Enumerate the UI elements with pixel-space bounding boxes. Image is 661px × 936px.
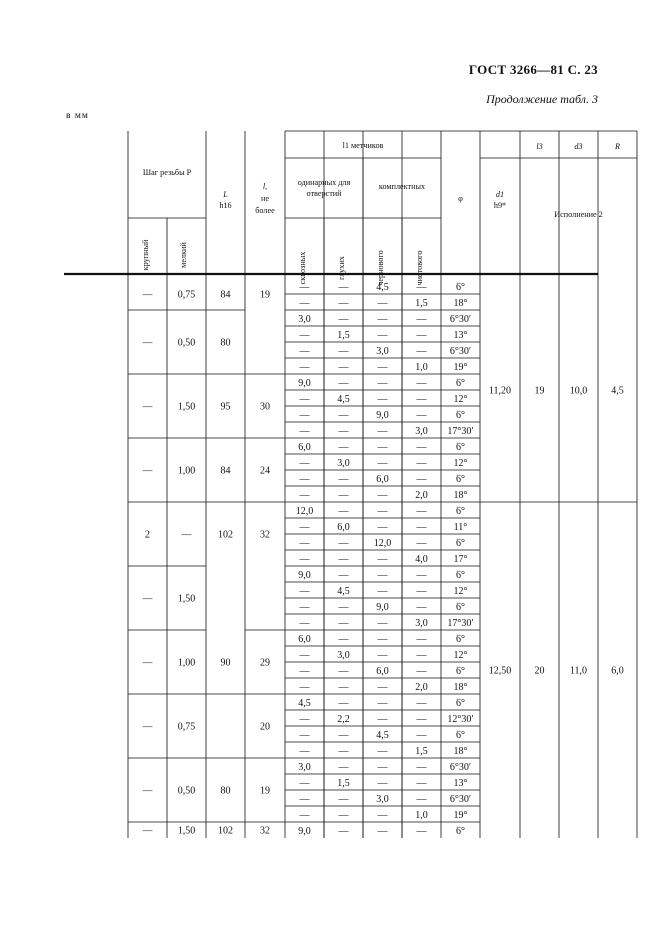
finish-value: —	[416, 410, 427, 421]
through-value: —	[299, 410, 310, 421]
phi-value: 6°30′	[449, 346, 472, 357]
finish-value: 4,0	[415, 554, 428, 565]
blind-value: —	[338, 410, 349, 421]
finish-value: —	[416, 730, 427, 741]
blind-value: —	[338, 378, 349, 389]
through-value: —	[299, 282, 310, 293]
coarse-pitch: —	[142, 593, 153, 605]
rough-value: 12,0	[373, 538, 392, 549]
rough-value: —	[377, 586, 388, 597]
rough-value: —	[377, 362, 388, 373]
rough-value: —	[377, 314, 388, 325]
blind-value: 1,5	[337, 330, 350, 341]
through-value: —	[299, 346, 310, 357]
fine-pitch: 1,00	[177, 465, 196, 477]
fine-pitch: 0,75	[177, 721, 196, 733]
finish-value: 1,0	[415, 362, 428, 373]
phi-value: 18°	[453, 490, 468, 501]
rough-value: —	[377, 570, 388, 581]
finish-value: —	[416, 458, 427, 469]
blind-value: —	[338, 618, 349, 629]
length-l: 24	[260, 465, 270, 477]
blind-value: —	[338, 634, 349, 645]
blind-value: 4,5	[337, 394, 350, 405]
rough-value: —	[377, 746, 388, 757]
R-value: 4,5	[611, 385, 624, 397]
finish-value: 3,0	[415, 426, 428, 437]
rough-value: —	[377, 762, 388, 773]
phi-value: 12°	[453, 650, 468, 661]
finish-value: 2,0	[415, 490, 428, 501]
single-header-1: одинарных для	[297, 178, 351, 187]
rough-value: —	[377, 506, 388, 517]
finish-value: —	[416, 778, 427, 789]
phi-value: 6°	[456, 730, 465, 741]
d3-value: 11,0	[569, 665, 588, 677]
rough-value: —	[377, 682, 388, 693]
blind-value: —	[338, 554, 349, 565]
coarse-pitch: —	[142, 289, 153, 301]
blind-value: 2,2	[337, 714, 350, 725]
fine-pitch: 1,50	[177, 825, 196, 837]
blind-value: —	[338, 426, 349, 437]
through-value: 6,0	[298, 634, 311, 645]
phi-value: 17°30′	[447, 426, 474, 437]
rough-value: —	[377, 826, 388, 837]
d1-header: d1	[495, 190, 505, 199]
through-value: —	[299, 650, 310, 661]
phi-value: 19°	[453, 362, 468, 373]
finish-value: —	[416, 650, 427, 661]
d1-value: 11,20	[488, 385, 512, 397]
phi-value: 6°	[456, 506, 465, 517]
l-note-2: более	[255, 206, 275, 215]
blind-value: —	[338, 538, 349, 549]
rough-value: 3,0	[376, 346, 389, 357]
through-value: —	[299, 330, 310, 341]
through-value: —	[299, 426, 310, 437]
fine-header: мелкий	[179, 242, 188, 268]
rough-value: 4,5	[376, 730, 389, 741]
rough-value: —	[377, 330, 388, 341]
blind-value: —	[338, 442, 349, 453]
length-l: 32	[260, 825, 270, 837]
rough-value: —	[377, 298, 388, 309]
finish-value: —	[416, 570, 427, 581]
length-L: 102	[218, 825, 233, 837]
finish-value: —	[416, 826, 427, 837]
L-tolerance-header: h16	[219, 201, 232, 210]
through-value: —	[299, 522, 310, 533]
coarse-pitch: —	[142, 465, 153, 477]
blind-value: —	[338, 490, 349, 501]
blind-value: —	[338, 506, 349, 517]
blind-value: —	[338, 682, 349, 693]
finish-value: —	[416, 586, 427, 597]
blind-value: —	[338, 666, 349, 677]
rough-value: —	[377, 378, 388, 389]
d3-value: 10,0	[569, 385, 588, 397]
through-value: 9,0	[298, 570, 311, 581]
coarse-pitch: —	[142, 785, 153, 797]
finish-value: —	[416, 442, 427, 453]
length-l: 19	[260, 289, 270, 301]
through-value: —	[299, 794, 310, 805]
blind-value: —	[338, 746, 349, 757]
phi-value: 12°30′	[447, 714, 474, 725]
phi-value: 6°	[456, 410, 465, 421]
through-value: —	[299, 666, 310, 677]
through-value: —	[299, 538, 310, 549]
blind-value: 6,0	[337, 522, 350, 533]
finish-value: 1,5	[415, 298, 428, 309]
fine-pitch: 1,50	[177, 593, 196, 605]
finish-value: —	[416, 474, 427, 485]
through-value: 3,0	[298, 314, 311, 325]
phi-value: 17°30′	[447, 618, 474, 629]
phi-value: 18°	[453, 298, 468, 309]
finish-value: 1,0	[415, 810, 428, 821]
rough-value: —	[377, 698, 388, 709]
rough-value: 9,0	[376, 602, 389, 613]
phi-value: 11°	[453, 522, 468, 533]
blind-value: —	[338, 570, 349, 581]
length-l: 29	[260, 657, 270, 669]
blind-value: —	[338, 810, 349, 821]
rough-value: —	[377, 778, 388, 789]
coarse-header: крупный	[141, 239, 150, 271]
phi-value: 6°	[456, 698, 465, 709]
fine-pitch: 0,75	[177, 289, 196, 301]
rough-value: —	[377, 426, 388, 437]
R-value: 6,0	[611, 665, 624, 677]
blind-value: —	[338, 794, 349, 805]
through-value: —	[299, 778, 310, 789]
phi-value: 13°	[453, 330, 468, 341]
through-value: 12,0	[295, 506, 314, 517]
fine-pitch: 0,50	[177, 785, 196, 797]
through-value: 4,5	[298, 698, 311, 709]
rough-value: —	[377, 522, 388, 533]
through-value: —	[299, 362, 310, 373]
l3-value: 20	[534, 665, 545, 677]
blind-value: —	[338, 730, 349, 741]
phi-value: 6°	[456, 378, 465, 389]
R-header: R	[614, 142, 621, 151]
blind-value: 4,5	[337, 586, 350, 597]
phi-value: 17°	[453, 554, 468, 565]
finish-value: —	[416, 602, 427, 613]
through-value: —	[299, 682, 310, 693]
through-value: —	[299, 586, 310, 597]
coarse-pitch: 2	[145, 529, 150, 541]
rough-value: —	[377, 458, 388, 469]
through-value: —	[299, 490, 310, 501]
phi-value: 6°	[456, 442, 465, 453]
blind-value: 3,0	[337, 458, 350, 469]
length-l: 19	[260, 785, 270, 797]
finish-value: —	[416, 698, 427, 709]
finish-header: чистового	[415, 250, 424, 286]
phi-value: 19°	[453, 810, 468, 821]
table-continuation-note: Продолжение табл. 3	[486, 92, 598, 106]
phi-value: 6°	[456, 570, 465, 581]
through-value: —	[299, 394, 310, 405]
length-l: 32	[260, 529, 270, 541]
through-value: —	[299, 474, 310, 485]
l-note-1: не	[260, 194, 270, 203]
blind-header: глухих	[337, 256, 346, 280]
phi-value: 6°30′	[449, 314, 472, 325]
phi-value: 12°	[453, 586, 468, 597]
through-value: 6,0	[298, 442, 311, 453]
blind-value: —	[338, 298, 349, 309]
length-L: 80	[220, 785, 231, 797]
through-value: 9,0	[298, 378, 311, 389]
through-value: —	[299, 730, 310, 741]
pitch-header: Шаг резьбы P	[142, 168, 192, 177]
rough-value: 4,5	[376, 282, 389, 293]
fine-pitch: 1,50	[177, 401, 196, 413]
through-value: 9,0	[298, 826, 311, 837]
d3-header: d3	[574, 142, 583, 151]
finish-value: —	[416, 794, 427, 805]
rough-value: 3,0	[376, 794, 389, 805]
L-header: L	[223, 190, 228, 199]
rough-value: —	[377, 810, 388, 821]
finish-value: —	[416, 634, 427, 645]
through-value: —	[299, 746, 310, 757]
rough-value: —	[377, 394, 388, 405]
rough-header: чернового	[376, 250, 385, 286]
through-header: сквозных	[298, 251, 307, 285]
finish-value: 3,0	[415, 618, 428, 629]
finish-value: 1,5	[415, 746, 428, 757]
finish-value: —	[416, 666, 427, 677]
blind-value: —	[338, 826, 349, 837]
rough-value: —	[377, 618, 388, 629]
through-value: —	[299, 554, 310, 565]
coarse-pitch: —	[142, 721, 153, 733]
l-header: l,	[262, 182, 268, 191]
l1-group-header: l1 метчиков	[342, 141, 384, 150]
phi-value: 6°	[456, 474, 465, 485]
coarse-pitch: —	[142, 657, 153, 669]
finish-value: —	[416, 762, 427, 773]
through-value: —	[299, 298, 310, 309]
through-value: —	[299, 810, 310, 821]
phi-value: 6°	[456, 634, 465, 645]
phi-value: 6°	[456, 602, 465, 613]
length-l: 30	[260, 401, 270, 413]
rough-value: —	[377, 554, 388, 565]
blind-value: —	[338, 474, 349, 485]
finish-value: —	[416, 314, 427, 325]
unit-label: в мм	[66, 111, 89, 121]
phi-value: 6°30′	[449, 762, 472, 773]
d1-tolerance-header: h9*	[493, 201, 507, 210]
length-L: 80	[220, 337, 231, 349]
rough-value: —	[377, 442, 388, 453]
page-header: ГОСТ 3266—81 С. 23	[468, 62, 598, 77]
finish-value: —	[416, 282, 427, 293]
phi-value: 18°	[453, 682, 468, 693]
rough-value: 6,0	[376, 666, 389, 677]
length-L: 102	[218, 529, 233, 541]
blind-value: —	[338, 282, 349, 293]
length-L: 95	[220, 401, 231, 413]
rough-value: —	[377, 714, 388, 725]
blind-value: —	[338, 346, 349, 357]
length-L: 90	[220, 657, 231, 669]
finish-value: —	[416, 538, 427, 549]
through-value: —	[299, 714, 310, 725]
blind-value: 1,5	[337, 778, 350, 789]
rough-value: —	[377, 650, 388, 661]
phi-value: 12°	[453, 458, 468, 469]
blind-value: —	[338, 762, 349, 773]
length-l: 20	[260, 721, 270, 733]
blind-value: —	[338, 602, 349, 613]
finish-value: —	[416, 522, 427, 533]
rough-value: —	[377, 634, 388, 645]
phi-value: 6°	[456, 538, 465, 549]
length-L: 84	[220, 465, 231, 477]
phi-value: 18°	[453, 746, 468, 757]
l3-value: 19	[534, 385, 545, 397]
rough-value: —	[377, 490, 388, 501]
through-value: —	[299, 618, 310, 629]
through-value: 3,0	[298, 762, 311, 773]
finish-value: —	[416, 378, 427, 389]
coarse-pitch: —	[142, 825, 153, 837]
phi-value: 6°	[456, 282, 465, 293]
through-value: —	[299, 458, 310, 469]
single-header-2: отверстий	[306, 189, 342, 198]
rough-value: 9,0	[376, 410, 389, 421]
rough-value: 6,0	[376, 474, 389, 485]
phi-header: φ	[458, 194, 463, 203]
version-header: Исполнение 2	[554, 210, 603, 219]
phi-value: 12°	[453, 394, 468, 405]
l3-header: l3	[536, 142, 543, 151]
blind-value: —	[338, 314, 349, 325]
fine-pitch: 0,50	[177, 337, 196, 349]
length-L: 84	[220, 289, 231, 301]
fine-pitch: 1,00	[177, 657, 196, 669]
d1-value: 12,50	[488, 665, 512, 677]
set-header: комплектных	[378, 182, 426, 191]
phi-value: 6°	[456, 666, 465, 677]
finish-value: —	[416, 506, 427, 517]
finish-value: 2,0	[415, 682, 428, 693]
fine-pitch: —	[181, 529, 192, 541]
phi-value: 6°30′	[449, 794, 472, 805]
finish-value: —	[416, 394, 427, 405]
through-value: —	[299, 602, 310, 613]
blind-value: —	[338, 698, 349, 709]
phi-value: 6°	[456, 826, 465, 837]
finish-value: —	[416, 330, 427, 341]
finish-value: —	[416, 714, 427, 725]
coarse-pitch: —	[142, 337, 153, 349]
coarse-pitch: —	[142, 401, 153, 413]
phi-value: 13°	[453, 778, 468, 789]
finish-value: —	[416, 346, 427, 357]
blind-value: 3,0	[337, 650, 350, 661]
blind-value: —	[338, 362, 349, 373]
